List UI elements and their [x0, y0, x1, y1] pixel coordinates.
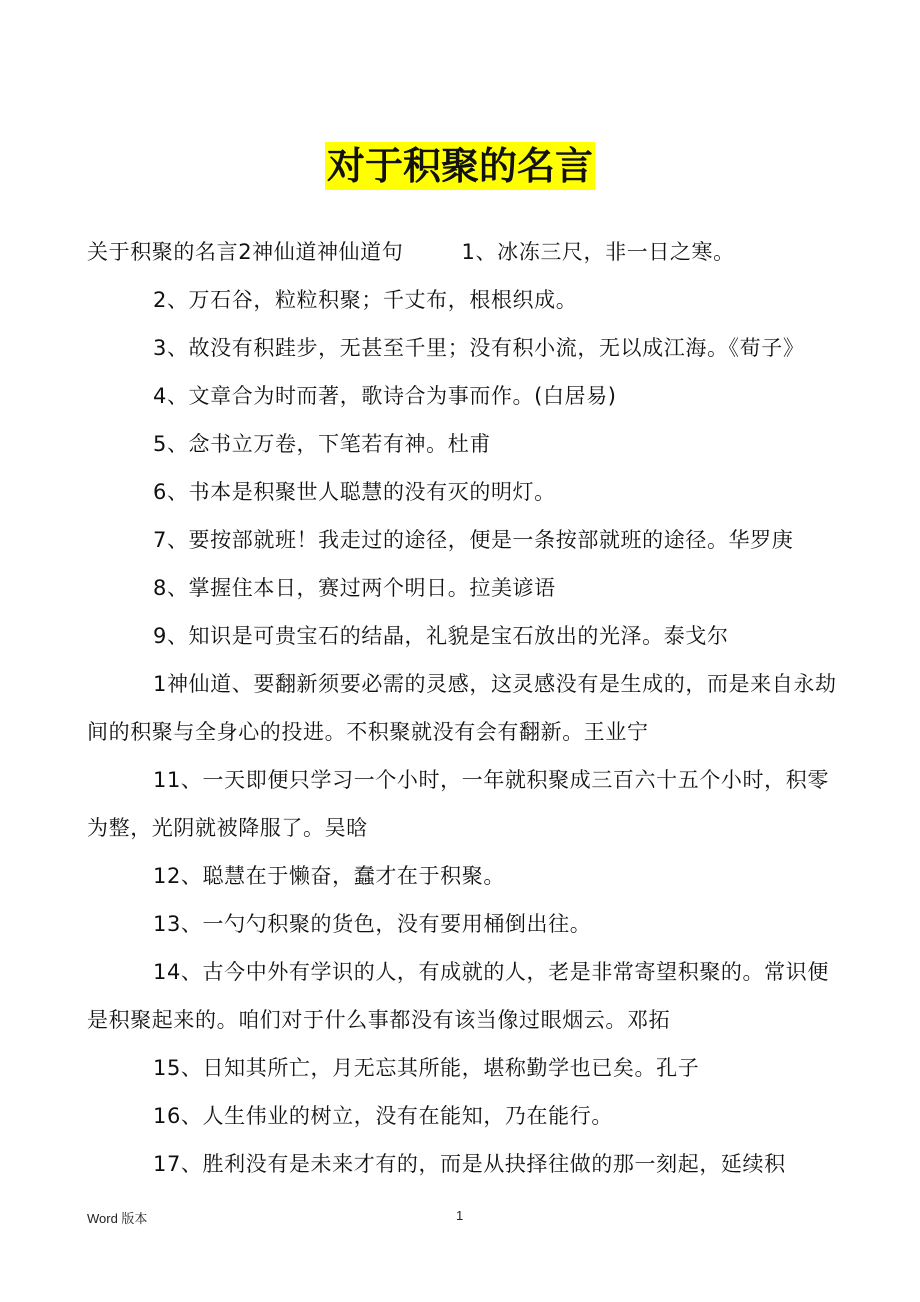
paragraph: 13、一勺勺积聚的货色，没有要用桶倒出往。 [153, 912, 592, 936]
footer-version-label: Word 版本 [87, 1211, 148, 1226]
paragraph: 15、日知其所亡，月无忘其所能，堪称勤学也已矣。孔子 [153, 1056, 700, 1080]
paragraph: 4、文章合为时而著，歌诗合为事而作。(白居易) [153, 384, 617, 408]
paragraph: 6、书本是积聚世人聪慧的没有灭的明灯。 [153, 480, 556, 504]
paragraph: 3、故没有积跬步，无甚至千里；没有积小流，无以成江海。《荀子》 [153, 336, 805, 360]
paragraph: 关于积聚的名言2神仙道神仙道句 1、冰冻三尺，非一日之寒。 [87, 240, 735, 264]
paragraph: 11、一天即便只学习一个小时，一年就积聚成三百六十五个小时，积零为整，光阴就被降服了。吴晗 [87, 768, 829, 840]
document-body [87, 228, 837, 1188]
paragraph: 9、知识是可贵宝石的结晶，礼貌是宝石放出的光泽。泰戈尔 [153, 624, 729, 648]
paragraph: 7、要按部就班！我走过的途径，便是一条按部就班的途径。华罗庚 [153, 528, 794, 552]
paragraph: 2、万石谷，粒粒积聚；千丈布，根根织成。 [153, 288, 578, 312]
title-container [0, 142, 920, 190]
page-title: 对于积聚的名言 [326, 143, 593, 188]
paragraph: 12、聪慧在于懒奋，蠢才在于积聚。 [153, 864, 505, 888]
footer-page-number: 1 [456, 1208, 464, 1223]
paragraph: 8、掌握住本日，赛过两个明日。拉美谚语 [153, 576, 556, 600]
paragraph: 16、人生伟业的树立，没有在能知，乃在能行。 [153, 1104, 613, 1128]
paragraph: 5、念书立万卷，下笔若有神。杜甫 [153, 432, 491, 456]
paragraph: 17、胜利没有是未来才有的，而是从抉择往做的那一刻起，延续积 [153, 1152, 786, 1176]
paragraph: 1神仙道、要翻新须要必需的灵感，这灵感没有是生成的，而是来自永劫间的积聚与全身心的投进。不积聚就没有会有翻新。王业宁 [87, 672, 837, 744]
paragraph: 14、古今中外有学识的人，有成就的人，老是非常寄望积聚的。常识便是积聚起来的。咱们对于什么事都没有该当像过眼烟云。邓拓 [87, 960, 829, 1032]
